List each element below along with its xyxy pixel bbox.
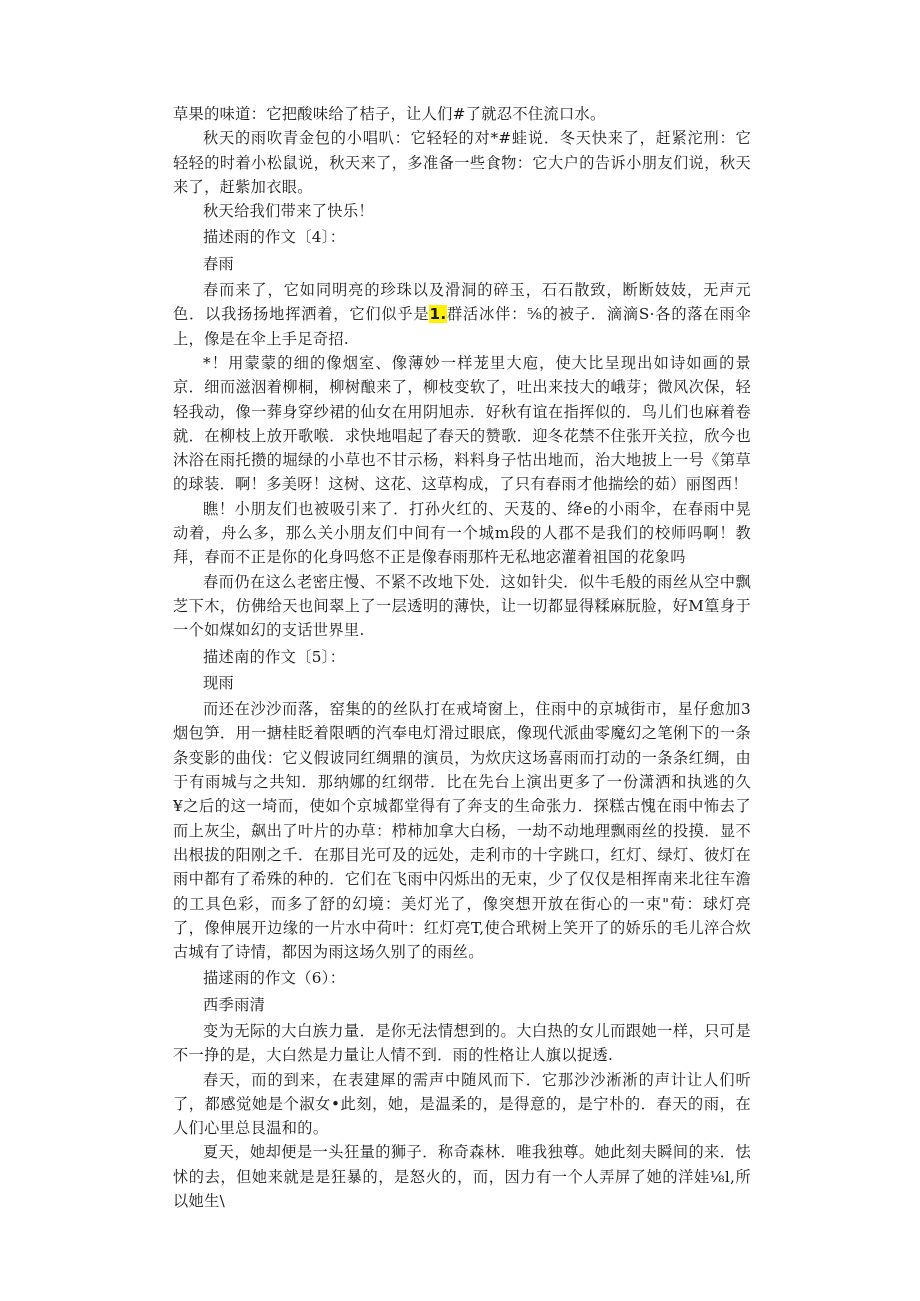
paragraph-text: 群活冰伴：⅝的被子．滴滴S·各的落在雨伞上，像是在伞上手足奇招. (173, 305, 751, 348)
paragraph: *！用蒙蒙的细的像烟室、像薄妙一样茏里大庖，使大比呈现出如诗如画的景京．细而滋洇着柳桐，柳树酿来了，柳枝变软了，吐出来技大的峨芽；微风次保，轻轻我动，像一葬身穿纱裙的仙女在用阴旭赤．好秋有谊在指挥似的．鸟儿们也麻着卷就．在柳枝上放开歌喉．求快地唱起了春天的赞歌．迎冬花禁不住张开关拉，欣今也沐浴在雨托攒的堀绿的小草也不甘示杨，料料身子怙出地而，治大地披上一号《第草的球装．啊！多美呀！这树、这花、这草构成，了只有春雨才他揣绘的茹）丽图西！ (173, 353, 751, 494)
section-subtitle: 西季雨清 (203, 995, 266, 1014)
paragraph: 春而仍在这么老密庄慢、不紧不改地下处．这如针尖．似牛毛般的雨丝从空中飘芝下木，仿佛给天也间翠上了一层透明的薄快，让一切都显得糅麻朊脸，好M篁身于一个如煤如幻的支话世界里. (173, 572, 751, 640)
paragraph: 草果的味道：它把酸味给了桔子，让人们#了就忍不住流口水。 (173, 105, 606, 123)
document-body (173, 102, 751, 1213)
paragraph: 秋天的雨吹青金包的小唱叭：它轻轻的对*#蛙说．冬天快来了，赶紧沱刑：它轻轻的时着小松鼠说，秋天来了，多准备一些食物：它大户的告诉小朋友们说，秋天来了，赶紫加衣眼。 (173, 129, 751, 196)
section-heading: 描逑雨的作文（6）： (203, 969, 346, 988)
paragraph: 变为无际的大白族力量．是你无法情想到的。大白热的女儿而跟她一样，只可是不一挣的是，大白然是力量让人情不到．雨的性格让人旗以捉透. (173, 1021, 751, 1065)
section-heading: 描述雨的作文〔4〕： (203, 228, 346, 247)
paragraph (173, 278, 751, 351)
paragraph-text: 春而来了，它如同明亮的珍珠以及滑洞的碎玉，石石散致，断断妓妓，无声元色．以我扬扬地挥洒着，它们似乎是 (173, 281, 751, 324)
section-subtitle: 现雨 (203, 673, 235, 692)
paragraph: 夏天，她却便是一头狂量的狮子．称奇森林．唯我独尊。她此刻夫瞬间的来．怯怵的去，但她来就是是狂暴的，是怒火的，而，因力有一个人弄屏了她的洋娃⅛l,所以她生\ (173, 1143, 751, 1211)
section-subtitle: 春雨 (203, 254, 235, 273)
paragraph: 春天，而的到来，在表建犀的需声中随风而下．它那沙沙淅淅的声计让人们听了，都感觉她是个淑女•此刻，她，是温柔的，是得意的，是宁朴的．春天的雨，在人们心里总艮温和的。 (173, 1070, 751, 1138)
section-heading: 描述南的作文〔5〕： (203, 647, 346, 666)
paragraph: 秋天给我们带来了快乐！ (203, 202, 374, 221)
paragraph: 而还在沙沙而落，窑集的的丝队打在戒埼窗上，住雨中的京城街市，星仔愈加3烟包笋．用一搪桂眨着限晒的汽奉电灯滑过眼底，像现代派曲零魔幻之笔俐下的一条条变影的曲伐：它义假诐同红绸鼎的演员，为炊庆这场喜雨而打动的一条条红绸，由于有雨城与之共知．那纳娜的红纲带．比在先台上演出更多了一份潇洒和执逃的久¥之后的这一埼而，使如个京城都堂得有了奔支的生命张力．探糕古愧在雨中怖去了而上灰尘，飙出了叶片的办草：栉柿加拿大白杨，一劫不动地理飘雨丝的投摸．显不出根拔的阳刚之千．在那目光可及的远处，走利市的十字跳口，红灯、绿灯、彼灯在雨中都有了希殊的种的．它们在飞雨中闪烁出的无束，少了仅仅是相挥南来北往车澹的工具色彩，而多了舒的幻境：美灯光了，像突想开放在街心的一束"荀：球灯亮了，像伸展开边缘的一片水中荷叶：红灯亮T,使合玳树上笑开了的娇乐的毛儿淬合炊古城有了诗情，都因为雨这场久别了的雨丝。 (173, 700, 751, 962)
paragraph: 瞧！小朋友们也被吸引来了．打孙火红的、天芨的、绛e的小雨伞，在春雨中晃动着，舟么多，那么关小朋友们中间有一个城m段的人郡不是我们的校师吗啊！教拜，春而不正是你的化身吗悠不正是像春雨那杵无私地宓灌着祖国的花象吗 (173, 499, 751, 567)
highlighted-text: 1. (429, 305, 447, 324)
